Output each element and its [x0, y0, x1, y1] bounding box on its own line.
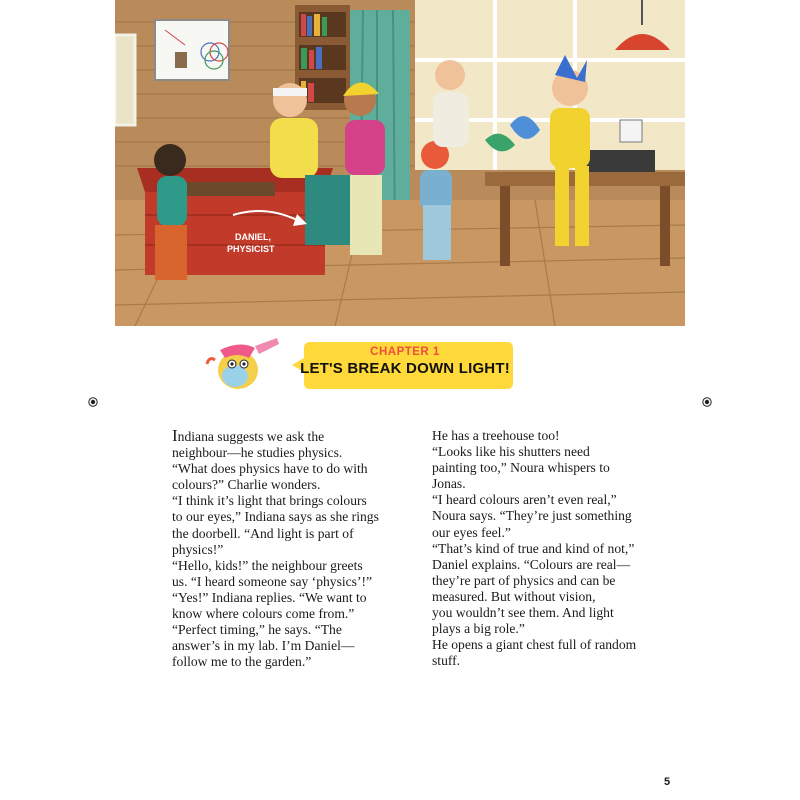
text-line: physics!”: [172, 541, 224, 557]
page-number: 5: [664, 776, 671, 788]
text-line: “Yes!” Indiana replies. “We want to: [172, 589, 367, 605]
text-line: Daniel explains. “Colours are real—: [432, 556, 631, 572]
text-line: “Hello, kids!” the neighbour greets: [172, 557, 363, 573]
text-line: Indiana suggests we ask the: [172, 426, 325, 445]
text-line: “I heard colours aren’t even real,”: [432, 492, 617, 508]
registration-mark-icon: [702, 397, 712, 407]
text-line: stuff.: [432, 653, 461, 669]
paint-mascot-icon: [205, 336, 285, 396]
text-line: He has a treehouse too!: [432, 428, 560, 443]
text-line: “Perfect timing,” he says. “The: [172, 622, 342, 638]
drop-cap: I: [172, 426, 178, 445]
text-line: “I think it’s light that brings colours: [172, 493, 367, 509]
text-line: “Looks like his shutters need: [432, 444, 590, 460]
text-line: colours?” Charlie wonders.: [172, 477, 321, 493]
text-line: you wouldn’t see them. And light: [432, 605, 614, 621]
text-line: painting too,” Noura whispers to: [432, 460, 610, 476]
text-line: our eyes feel.”: [432, 524, 511, 540]
chapter-title: LET'S BREAK DOWN LIGHT!: [300, 359, 510, 377]
whiteboard: [155, 20, 229, 80]
text-line: know where colours come from.”: [172, 606, 355, 622]
text-line: Noura says. “They’re just something: [432, 508, 632, 524]
text-line: He opens a giant chest full of random: [432, 637, 637, 653]
lab-scene-illustration: [115, 0, 685, 326]
text-line: they’re part of physics and can be: [432, 572, 616, 588]
text-line: Jonas.: [432, 476, 466, 492]
chapter-heading: [300, 346, 510, 377]
body-column-right: [432, 428, 647, 669]
caption-line-1: DANIEL,: [235, 232, 271, 242]
text-line: us. “I heard someone say ‘physics’!”: [172, 573, 373, 589]
chapter-number: CHAPTER 1: [370, 346, 440, 358]
chapter-illustration: [115, 0, 685, 326]
body-column-left: [172, 428, 387, 670]
text-line: answer’s in my lab. I’m Daniel—: [172, 638, 355, 654]
text-line: to our eyes,” Indiana says as she rings: [172, 509, 379, 525]
text-line: plays a big role.”: [432, 621, 525, 637]
caption-line-2: PHYSICIST: [227, 244, 275, 254]
text-line: “What does physics have to do with: [172, 461, 368, 477]
text-line: the doorbell. “And light is part of: [172, 525, 354, 541]
registration-mark-icon: [88, 397, 98, 407]
text-line: follow me to the garden.”: [172, 654, 312, 670]
text-line: “That’s kind of true and kind of not,”: [432, 540, 635, 556]
text-line: neighbour—he studies physics.: [172, 445, 343, 461]
text-line: measured. But without vision,: [432, 588, 596, 604]
